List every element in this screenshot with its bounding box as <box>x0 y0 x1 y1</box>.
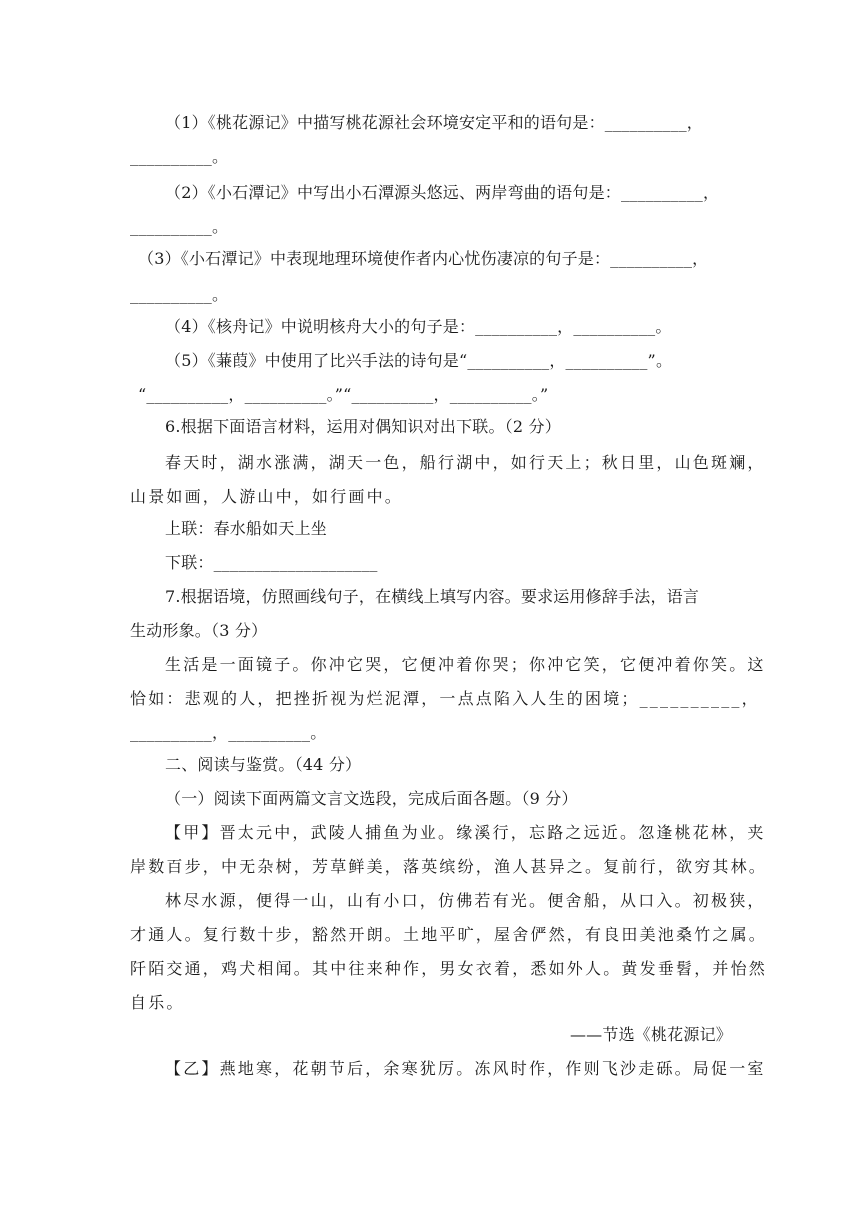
question-7-material-line-3: __________，__________。 <box>130 723 327 742</box>
question-6-lower-couplet: 下联：____________________ <box>165 553 378 572</box>
question-6-upper-couplet: 上联：春水船如天上坐 <box>165 519 328 538</box>
question-3-line-1: （3）《小石潭记》中表现地理环境使作者内心忧伤凄凉的句子是：__________， <box>138 249 709 268</box>
question-5-line-2: “__________，__________。”“__________，__________。” <box>138 385 549 404</box>
question-1-line-2: __________。 <box>130 147 229 166</box>
question-2-line-2: __________。 <box>130 217 229 236</box>
question-7-title-line-2: 生动形象。（3 分） <box>130 621 268 640</box>
question-1-line-1: （1）《桃花源记》中描写桃花源社会环境安定平和的语句是：__________， <box>165 113 703 132</box>
passage-jia-line-5: 阡陌交通，鸡犬相闻。其中往来种作，男女衣着，悉如外人。黄发垂髫，并怡然 <box>130 959 768 978</box>
passage-jia-line-4: 才通人。复行数十步，豁然开朗。土地平旷，屋舍俨然，有良田美池桑竹之属。 <box>130 925 768 944</box>
passage-yi-line-1: 【乙】燕地寒，花朝节后，余寒犹厉。冻风时作，作则飞沙走砾。局促一室 <box>165 1059 766 1078</box>
question-5-line-1: （5）《蒹葭》中使用了比兴手法的诗句是“__________，__________”。 <box>165 351 673 370</box>
passage-jia-line-1: 【甲】晋太元中，武陵人捕鱼为业。缘溪行，忘路之远近。忽逢桃花林，夹 <box>165 823 766 842</box>
passage-jia-line-2: 岸数百步，中无杂树，芳草鲜美，落英缤纷，渔人甚异之。复前行，欲穷其林。 <box>130 857 768 876</box>
question-7-material-line-1: 生活是一面镜子。你冲它哭，它便冲着你哭；你冲它笑，它便冲着你笑。这 <box>165 655 766 674</box>
reading-part-1-heading: （一）阅读下面两篇文言文选段，完成后面各题。（9 分） <box>165 789 578 808</box>
question-6-material-line-1: 春天时，湖水涨满，湖天一色，船行湖中，如行天上；秋日里，山色斑斓， <box>165 453 766 472</box>
section-2-heading: 二、阅读与鉴赏。（44 分） <box>165 755 362 774</box>
question-2-line-1: （2）《小石潭记》中写出小石潭源头悠远、两岸弯曲的语句是：__________， <box>165 183 720 202</box>
passage-jia-source: ——节选《桃花源记》 <box>569 1025 732 1044</box>
question-3-line-2: __________。 <box>130 285 229 304</box>
question-7-title-line-1: 7.根据语境，仿照画线句子，在横线上填写内容。要求运用修辞手法，语言 <box>165 587 700 606</box>
question-7-material-line-2: 恰如：悲观的人，把挫折视为烂泥潭，一点点陷入人生的困境；__________， <box>130 689 760 708</box>
passage-jia-line-3: 林尽水源，便得一山，山有小口，仿佛若有光。便舍船，从口入。初极狭， <box>165 891 766 910</box>
question-6-title: 6.根据下面语言材料，运用对偶知识对出下联。（2 分） <box>165 417 561 436</box>
question-6-material-line-2: 山景如画，人游山中，如行画中。 <box>130 487 404 506</box>
question-4-line-1: （4）《核舟记》中说明核舟大小的句子是：__________，__________。 <box>165 317 672 336</box>
passage-jia-line-6: 自乐。 <box>130 993 185 1012</box>
